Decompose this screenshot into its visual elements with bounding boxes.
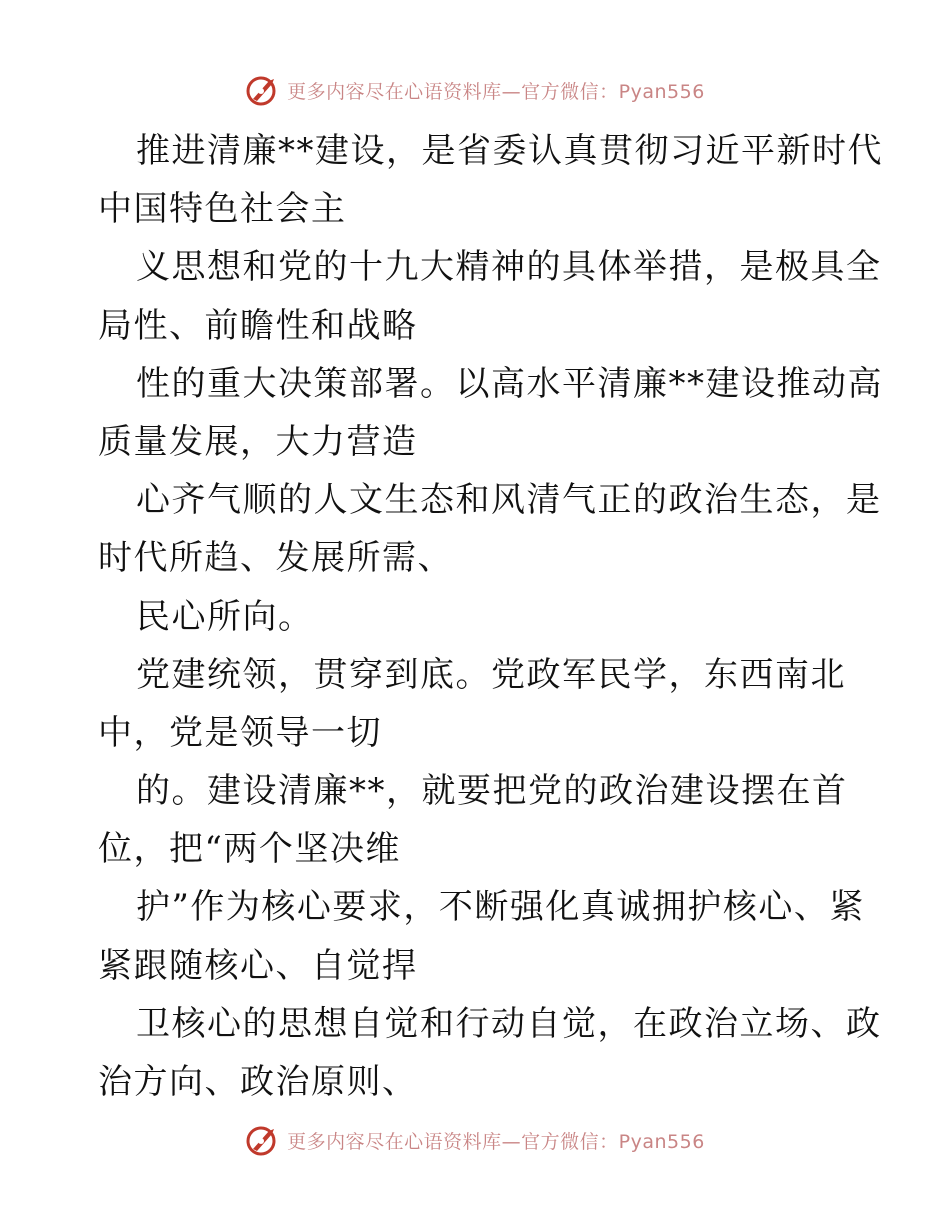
header-banner-text: 更多内容尽在心语资料库—官方微信：Pyan556 <box>287 80 705 103</box>
body-line: 紧跟随核心、自觉捍 <box>98 945 418 986</box>
footer-banner <box>0 1120 950 1160</box>
body-line: 护”作为核心要求，不断强化真诚拥护核心、紧 <box>136 887 865 928</box>
body-line: 推进清廉**建设，是省委认真贯彻习近平新时代 <box>136 131 883 171</box>
body-line: 中国特色社会主 <box>98 189 347 230</box>
document-body <box>98 122 883 1111</box>
pen-quill-logo-icon <box>245 73 279 107</box>
body-line: 的。建设清廉**，就要把党的政治建设摆在首 <box>136 771 848 812</box>
body-line: 心齐气顺的人文生态和风清气正的政治生态，是 <box>136 480 882 521</box>
body-line: 中，党是领导一切 <box>98 712 382 753</box>
header-banner <box>0 70 950 110</box>
body-line: 性的重大决策部署。以高水平清廉**建设推动高 <box>136 363 883 404</box>
footer-banner-text: 更多内容尽在心语资料库—官方微信：Pyan556 <box>287 1130 705 1153</box>
pen-quill-logo-icon <box>245 1123 279 1157</box>
body-line: 义思想和党的十九大精神的具体举措，是极具全 <box>136 247 882 288</box>
body-line: 治方向、政治原则、 <box>98 1062 418 1102</box>
body-line: 局性、前瞻性和战略 <box>98 305 418 346</box>
body-line: 位，把“两个坚决维 <box>98 829 401 870</box>
body-line: 时代所趋、发展所需、 <box>98 538 453 579</box>
body-line: 民心所向。 <box>136 596 314 637</box>
body-line: 党建统领，贯穿到底。党政军民学，东西南北 <box>136 654 846 695</box>
body-line: 质量发展，大力营造 <box>98 421 418 462</box>
body-line: 卫核心的思想自觉和行动自觉，在政治立场、政 <box>136 1003 882 1044</box>
